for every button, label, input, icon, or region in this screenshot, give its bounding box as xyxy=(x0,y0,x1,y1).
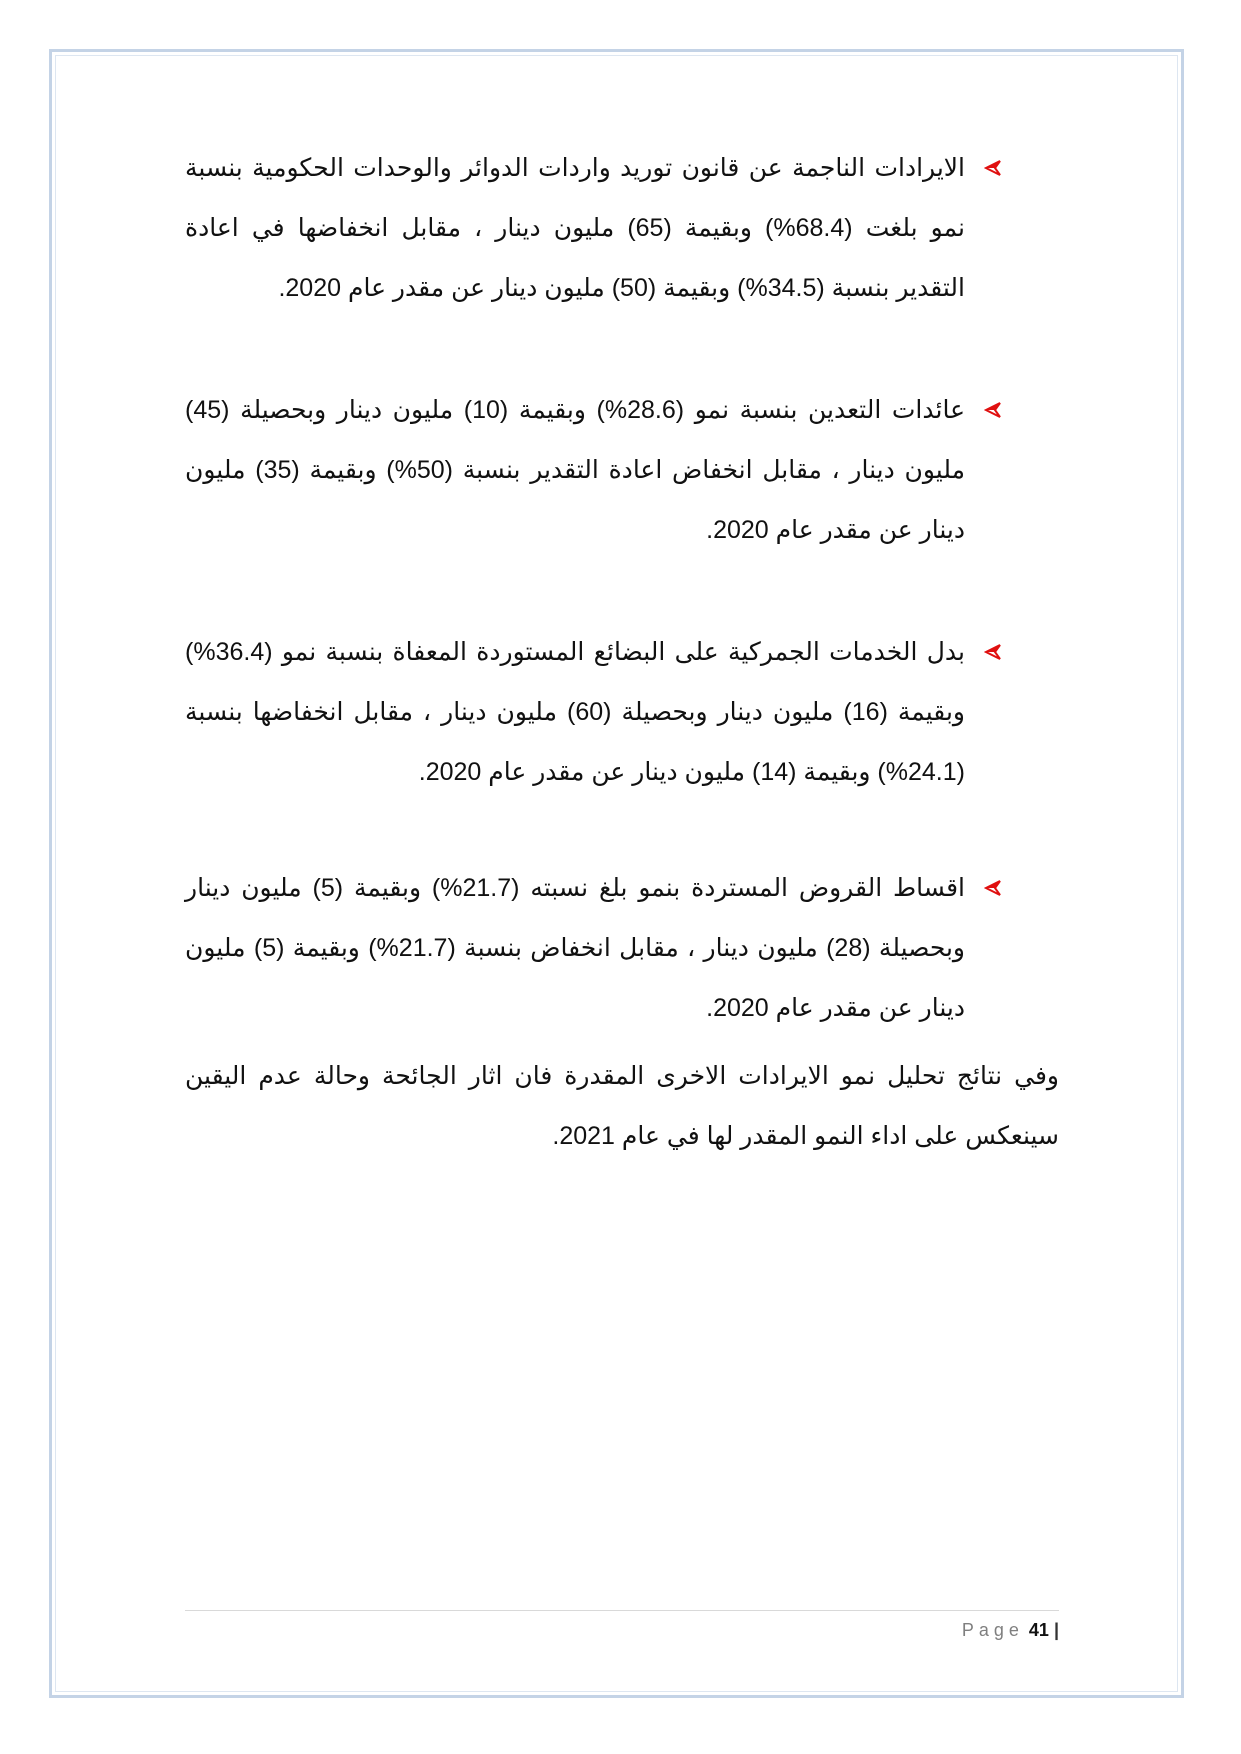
list-item xyxy=(185,858,965,1038)
bullet-text: بدل الخدمات الجمركية على البضائع المستوردة المعفاة بنسبة نمو (36.4%) وبقيمة (16) مليون دينار وبحصيلة (60) مليون دينار ، مقابل انخفاضها بنسبة (24.1%) وبقيمة (14) مليون دينار عن مقدر عام 2020. xyxy=(185,638,965,786)
page-number: 41 xyxy=(1028,1620,1049,1640)
arrowhead-bullet-icon xyxy=(984,401,1002,419)
bullet-list xyxy=(185,138,965,1038)
arrowhead-bullet-icon xyxy=(984,643,1002,661)
page-footer xyxy=(185,1617,1059,1643)
document-body xyxy=(185,138,1059,1166)
arrowhead-bullet-icon xyxy=(984,159,1002,177)
list-item xyxy=(185,138,965,318)
bullet-text: الايرادات الناجمة عن قانون توريد واردات الدوائر والوحدات الحكومية بنسبة نمو بلغت (68.4%) وبقيمة (65) مليون دينار ، مقابل انخفاضها في اعادة التقدير بنسبة (34.5%) وبقيمة (50) مليون دينار عن مقدر عام 2020. xyxy=(185,154,965,302)
arrowhead-bullet-icon xyxy=(984,879,1002,897)
bullet-text: اقساط القروض المستردة بنمو بلغ نسبته (21.7%) وبقيمة (5) مليون دينار وبحصيلة (28) مليون دينار ، مقابل انخفاض بنسبة (21.7%) وبقيمة (5) مليون دينار عن مقدر عام 2020. xyxy=(185,874,966,1022)
conclusion-paragraph: وفي نتائج تحليل نمو الايرادات الاخرى المقدرة فان اثار الجائحة وحالة عدم اليقين سينعكس على اداء النمو المقدر لها في عام 2021. xyxy=(185,1062,1059,1150)
footer-separator: | xyxy=(1053,1620,1059,1640)
bullet-text: عائدات التعدين بنسبة نمو (28.6%) وبقيمة (10) مليون دينار وبحصيلة (45) مليون دينار ، مقابل انخفاض اعادة التقدير بنسبة (50%) وبقيمة (35) مليون دينار عن مقدر عام 2020. xyxy=(185,396,965,544)
list-item xyxy=(185,622,965,802)
page-label: Page xyxy=(961,1620,1024,1640)
footer-divider xyxy=(185,1610,1059,1611)
list-item xyxy=(185,380,965,560)
